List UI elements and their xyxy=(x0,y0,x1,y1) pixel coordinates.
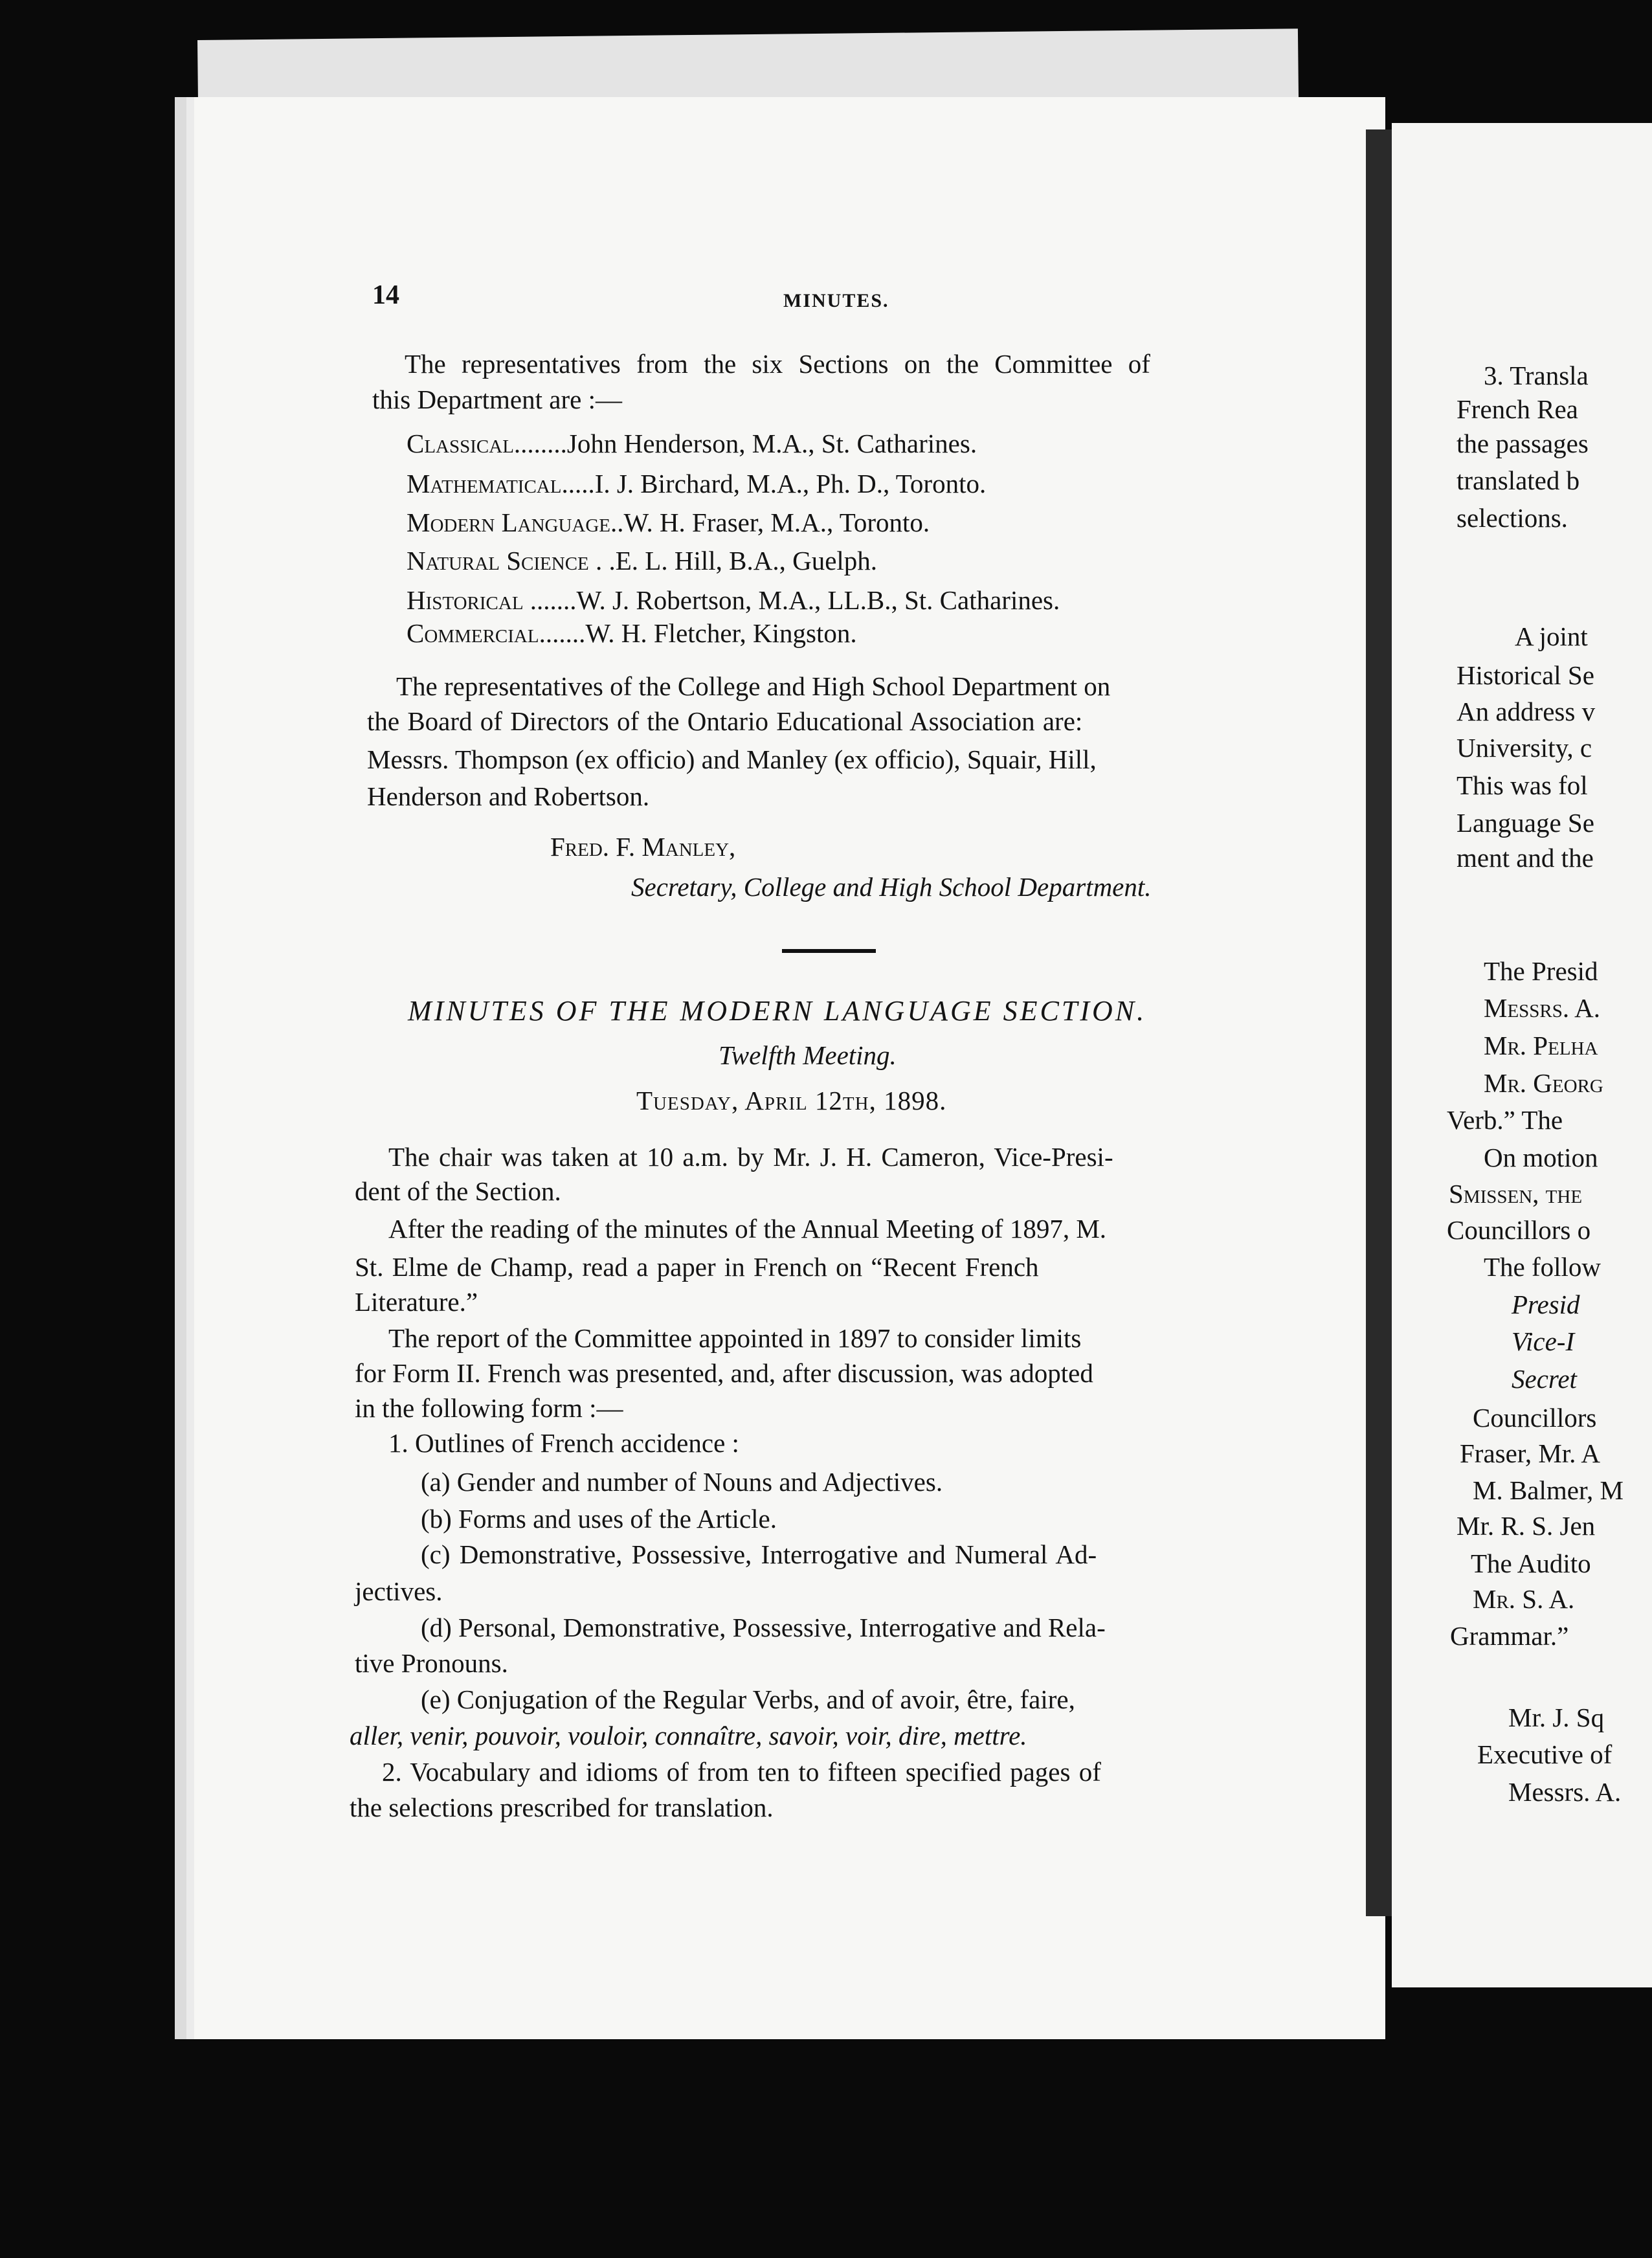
committee-member: W. H. Fraser, M.A., Toronto. xyxy=(623,508,930,537)
facing-line: 3. Transla xyxy=(1484,361,1589,390)
facing-line: The follow xyxy=(1484,1252,1602,1282)
intro-line-1: The representatives from the six Sections on the Committee of xyxy=(405,349,1150,379)
body-line: Literature.” xyxy=(355,1287,478,1317)
signature-title: Secretary, College and High School Department. xyxy=(631,872,1152,902)
body-line: (d) Personal, Demonstrative, Possessive, Interrogative and Rela- xyxy=(421,1613,1106,1642)
intro-line-2: this Department are :— xyxy=(372,385,622,414)
committee-row xyxy=(407,509,930,536)
facing-line: ment and the xyxy=(1457,843,1594,873)
facing-line: Mr. R. S. Jen xyxy=(1457,1511,1596,1541)
body-line: 1. Outlines of French accidence : xyxy=(388,1428,739,1458)
body-line: After the reading of the minutes of the Annual Meeting of 1897, M. xyxy=(388,1214,1107,1244)
facing-line: Councillors xyxy=(1473,1403,1597,1433)
facing-line: University, c xyxy=(1457,733,1592,763)
facing-line: Historical Se xyxy=(1457,660,1594,690)
committee-member: I. J. Birchard, M.A., Ph. D., Toronto. xyxy=(594,469,987,498)
facing-line: Executive of xyxy=(1477,1739,1613,1769)
committee-row xyxy=(407,620,857,647)
committee-row xyxy=(407,587,1060,614)
facing-line: Fraser, Mr. A xyxy=(1460,1438,1601,1468)
committee-member: W. J. Robertson, M.A., LL.B., St. Catharines. xyxy=(576,585,1060,615)
committee-section: Mathematical xyxy=(407,469,562,498)
body-line: (c) Demonstrative, Possessive, Interrogative and Numeral Ad- xyxy=(421,1539,1097,1569)
body-line: (e) Conjugation of the Regular Verbs, and of avoir, être, faire, xyxy=(421,1684,1075,1714)
committee-leader-dots: ....... xyxy=(539,618,586,648)
body-line: tive Pronouns. xyxy=(355,1648,508,1678)
body-line: jectives. xyxy=(355,1576,443,1606)
facing-line: Secret xyxy=(1512,1364,1577,1394)
facing-line: A joint xyxy=(1515,621,1588,651)
committee-leader-dots: .. xyxy=(610,508,624,537)
body-line: 2. Vocabulary and idioms of from ten to fifteen specified pages of xyxy=(382,1757,1101,1787)
facing-line: Messrs. A. xyxy=(1484,993,1600,1023)
body-line: aller, venir, pouvoir, vouloir, connaître, savoir, voir, dire, mettre. xyxy=(350,1721,1027,1750)
body-line: (a) Gender and number of Nouns and Adjectives. xyxy=(421,1467,943,1497)
committee-leader-dots: ..... xyxy=(561,469,595,498)
facing-line: Mr. J. Sq xyxy=(1508,1703,1605,1732)
facing-line: translated b xyxy=(1457,465,1580,495)
page-number: 14 xyxy=(372,280,399,310)
facing-line: M. Balmer, M xyxy=(1473,1475,1624,1505)
facing-line: Verb.” The xyxy=(1447,1105,1563,1135)
facing-line: French Rea xyxy=(1457,394,1578,424)
facing-line: The Audito xyxy=(1471,1548,1591,1578)
meeting-date: Tuesday, April 12th, 1898. xyxy=(636,1086,947,1115)
section-divider xyxy=(782,949,876,953)
facing-line: Councillors o xyxy=(1447,1215,1591,1245)
facing-line: selections. xyxy=(1457,503,1568,533)
facing-line: This was fol xyxy=(1457,770,1588,800)
committee-leader-dots: ....... xyxy=(523,585,577,615)
facing-line: The Presid xyxy=(1484,956,1598,986)
signature-name: Fred. F. Manley, xyxy=(550,832,736,862)
facing-line: the passages xyxy=(1457,429,1589,458)
committee-leader-dots: . . xyxy=(588,546,616,576)
committee-section: Modern Language xyxy=(407,508,611,537)
facing-line: Messrs. A. xyxy=(1508,1777,1622,1807)
committee-section: Commercial xyxy=(407,618,539,648)
committee-section: Historical xyxy=(407,585,524,615)
board-line-2: the Board of Directors of the Ontario Educational Association are: xyxy=(367,706,1083,736)
body-line: in the following form :— xyxy=(355,1393,623,1423)
facing-line: Presid xyxy=(1512,1290,1580,1319)
committee-leader-dots: ........ xyxy=(513,429,567,458)
book-spine xyxy=(1366,129,1392,1916)
committee-section: Classical xyxy=(407,429,514,458)
board-line-3: Messrs. Thompson (ex officio) and Manley (ex officio), Squair, Hill, xyxy=(367,744,1097,774)
meeting-title: Twelfth Meeting. xyxy=(719,1040,897,1070)
committee-row xyxy=(407,471,986,497)
facing-line: Smissen, the xyxy=(1449,1179,1583,1209)
facing-line: Language Se xyxy=(1457,808,1594,838)
committee-section: Natural Science xyxy=(407,546,589,576)
facing-line: Vice-I xyxy=(1512,1326,1575,1356)
board-line-1: The representatives of the College and High School Department on xyxy=(396,671,1111,701)
facing-line: An address v xyxy=(1457,697,1596,726)
facing-line: Mr. Georg xyxy=(1484,1068,1603,1098)
facing-line: Grammar.” xyxy=(1450,1621,1569,1651)
body-line: for Form II. French was presented, and, after discussion, was adopted xyxy=(355,1358,1093,1388)
body-line: The chair was taken at 10 a.m. by Mr. J. H. Cameron, Vice-Presi- xyxy=(388,1142,1113,1172)
body-line: the selections prescribed for translation. xyxy=(350,1793,774,1822)
facing-line: Mr. S. A. xyxy=(1473,1584,1575,1614)
committee-row xyxy=(407,548,877,574)
body-line: The report of the Committee appointed in 1897 to consider limits xyxy=(388,1323,1082,1353)
facing-line: Mr. Pelha xyxy=(1484,1031,1598,1060)
running-header: MINUTES. xyxy=(783,290,889,311)
section-title: MINUTES OF THE MODERN LANGUAGE SECTION. xyxy=(408,995,1147,1027)
body-line: (b) Forms and uses of the Article. xyxy=(421,1504,777,1534)
body-line: dent of the Section. xyxy=(355,1176,561,1206)
committee-member: E. L. Hill, B.A., Guelph. xyxy=(615,546,878,576)
board-line-4: Henderson and Robertson. xyxy=(367,781,650,811)
committee-member: John Henderson, M.A., St. Catharines. xyxy=(566,429,977,458)
committee-row xyxy=(407,430,977,457)
body-line: St. Elme de Champ, read a paper in French on “Recent French xyxy=(355,1252,1039,1282)
committee-member: W. H. Fletcher, Kingston. xyxy=(585,618,857,648)
facing-line: On motion xyxy=(1484,1143,1598,1172)
